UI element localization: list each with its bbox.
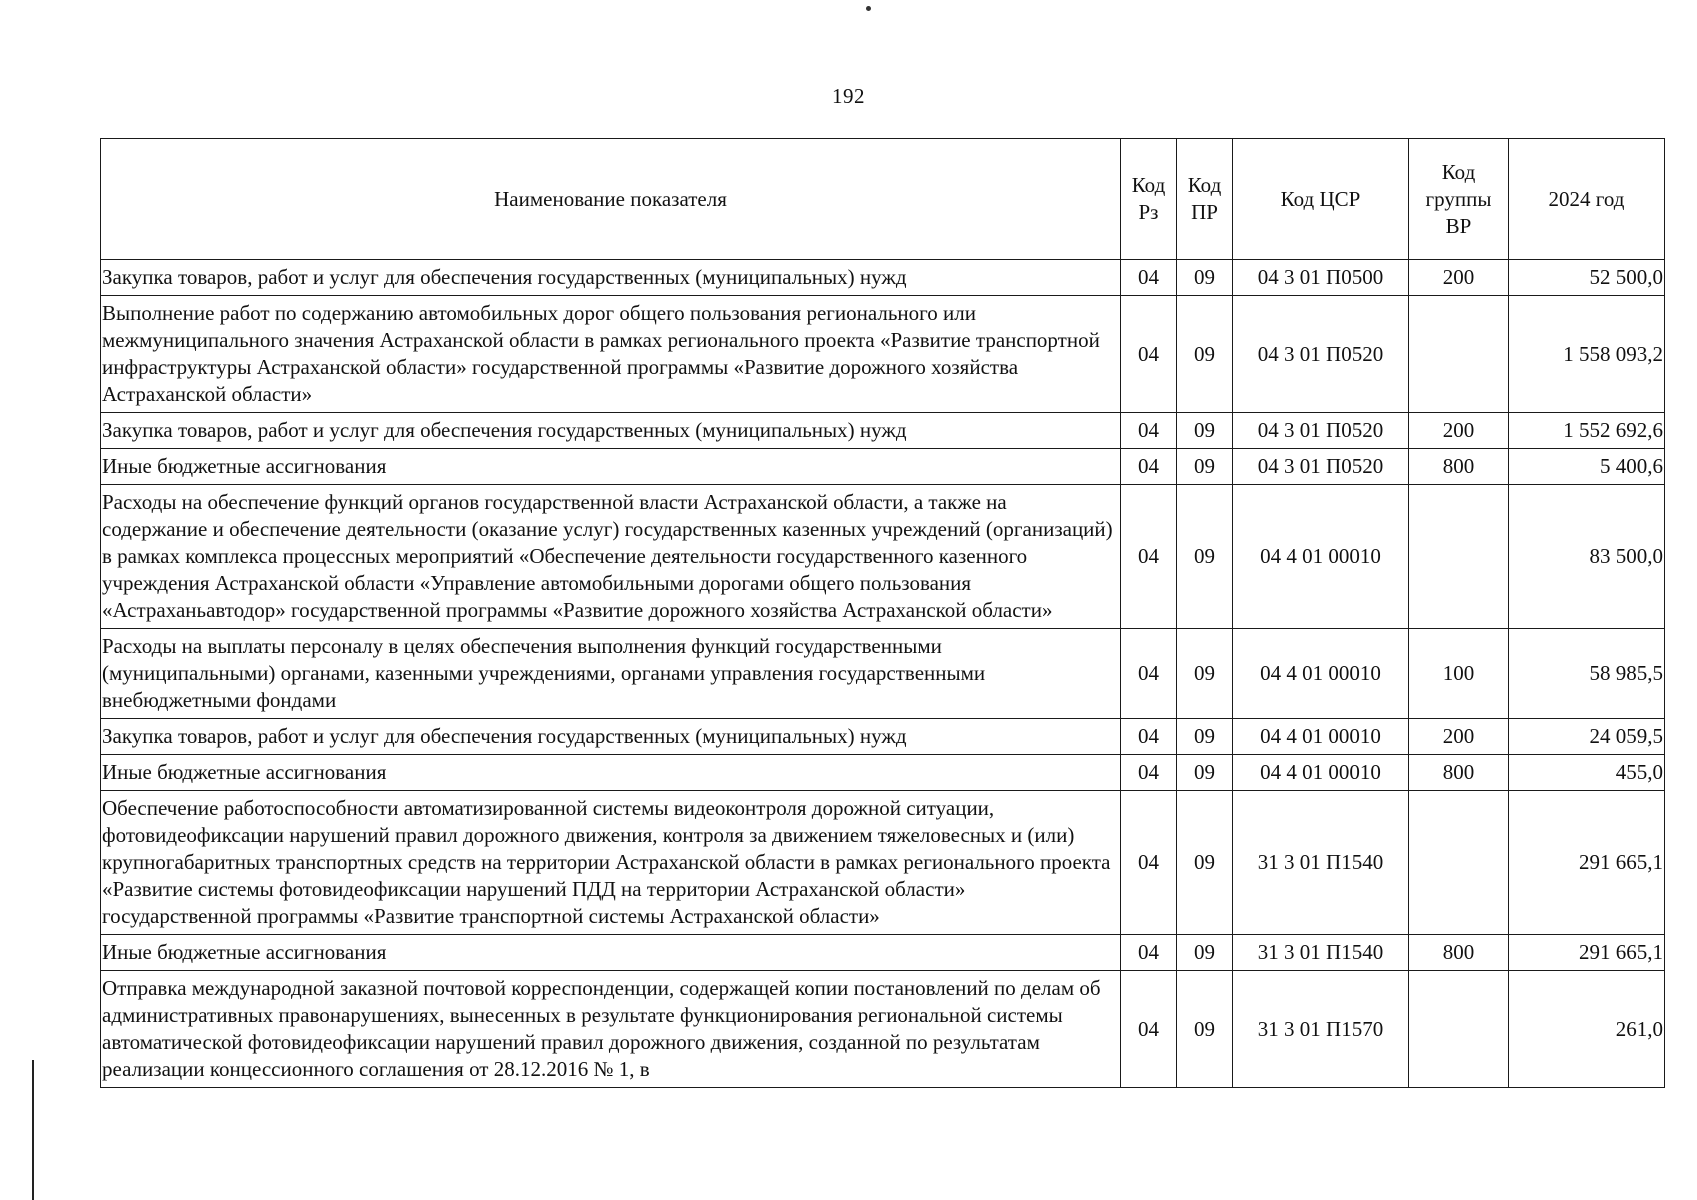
- row-rz: 04: [1121, 755, 1177, 791]
- row-rz: 04: [1121, 485, 1177, 629]
- row-vr: 100: [1409, 629, 1509, 719]
- row-vr: 800: [1409, 755, 1509, 791]
- row-name: Иные бюджетные ассигнования: [101, 449, 1121, 485]
- row-amount: 24 059,5: [1509, 719, 1665, 755]
- scan-margin-line: [32, 1060, 34, 1200]
- row-name: Иные бюджетные ассигнования: [101, 935, 1121, 971]
- row-vr: 200: [1409, 260, 1509, 296]
- row-rz: 04: [1121, 935, 1177, 971]
- table-row: [101, 629, 1665, 719]
- row-rz: 04: [1121, 719, 1177, 755]
- row-name: Закупка товаров, работ и услуг для обеспечения государственных (муниципальных) нужд: [101, 260, 1121, 296]
- row-csr: 04 3 01 П0520: [1233, 449, 1409, 485]
- row-vr: [1409, 485, 1509, 629]
- row-name: Обеспечение работоспособности автоматизированной системы видеоконтроля дорожной ситуации, фотовидеофиксации нарушений правил дорожного движения, контроля за движением тяжеловесных и (или) крупногабаритных транспортных средств на территории Астраханской области в рамках регионального проекта «Развитие системы фотовидеофиксации нарушений ПДД на территории Астраханской области» государственной программы «Развитие транспортной системы Астраханской области»: [101, 791, 1121, 935]
- row-amount: 261,0: [1509, 971, 1665, 1088]
- row-rz: 04: [1121, 971, 1177, 1088]
- row-csr: 04 4 01 00010: [1233, 755, 1409, 791]
- row-rz: 04: [1121, 260, 1177, 296]
- header-csr: Код ЦСР: [1233, 139, 1409, 260]
- row-rz: 04: [1121, 629, 1177, 719]
- table-row: [101, 296, 1665, 413]
- row-amount: 1 558 093,2: [1509, 296, 1665, 413]
- row-pr: 09: [1177, 791, 1233, 935]
- row-amount: 52 500,0: [1509, 260, 1665, 296]
- table-row: [101, 260, 1665, 296]
- row-rz: 04: [1121, 296, 1177, 413]
- row-vr: 200: [1409, 719, 1509, 755]
- row-pr: 09: [1177, 971, 1233, 1088]
- row-pr: 09: [1177, 413, 1233, 449]
- row-csr: 04 4 01 00010: [1233, 485, 1409, 629]
- row-pr: 09: [1177, 485, 1233, 629]
- table-row: [101, 791, 1665, 935]
- row-pr: 09: [1177, 719, 1233, 755]
- row-amount: 455,0: [1509, 755, 1665, 791]
- table-row: [101, 449, 1665, 485]
- header-rz: Код Рз: [1121, 139, 1177, 260]
- row-rz: 04: [1121, 413, 1177, 449]
- table-row: [101, 935, 1665, 971]
- header-vr: Код группы ВР: [1409, 139, 1509, 260]
- table-row: [101, 755, 1665, 791]
- row-csr: 04 3 01 П0500: [1233, 260, 1409, 296]
- table-row: [101, 485, 1665, 629]
- row-vr: 800: [1409, 935, 1509, 971]
- row-name: Отправка международной заказной почтовой корреспонденции, содержащей копии постановлений по делам об административных правонарушениях, вынесенных в результате функционирования региональной системы автоматической фотовидеофиксации нарушений правил дорожного движения, созданной по результатам реализации концессионного соглашения от 28.12.2016 № 1, в: [101, 971, 1121, 1088]
- header-name: Наименование показателя: [101, 139, 1121, 260]
- row-pr: 09: [1177, 755, 1233, 791]
- row-amount: 291 665,1: [1509, 935, 1665, 971]
- row-rz: 04: [1121, 449, 1177, 485]
- table-header-row: [101, 139, 1665, 260]
- row-amount: 83 500,0: [1509, 485, 1665, 629]
- page-number: 192: [832, 84, 865, 108]
- row-vr: [1409, 791, 1509, 935]
- row-name: Закупка товаров, работ и услуг для обеспечения государственных (муниципальных) нужд: [101, 413, 1121, 449]
- row-csr: 04 3 01 П0520: [1233, 413, 1409, 449]
- row-vr: [1409, 971, 1509, 1088]
- row-name: Иные бюджетные ассигнования: [101, 755, 1121, 791]
- row-amount: 58 985,5: [1509, 629, 1665, 719]
- row-amount: 1 552 692,6: [1509, 413, 1665, 449]
- table-row: [101, 971, 1665, 1088]
- row-csr: 31 3 01 П1540: [1233, 791, 1409, 935]
- row-vr: 800: [1409, 449, 1509, 485]
- row-vr: 200: [1409, 413, 1509, 449]
- row-pr: 09: [1177, 629, 1233, 719]
- row-pr: 09: [1177, 935, 1233, 971]
- row-name: Расходы на выплаты персоналу в целях обеспечения выполнения функций государственными (муниципальными) органами, казенными учреждениями, органами управления государственными внебюджетными фондами: [101, 629, 1121, 719]
- header-pr: Код ПР: [1177, 139, 1233, 260]
- row-vr: [1409, 296, 1509, 413]
- row-name: Закупка товаров, работ и услуг для обеспечения государственных (муниципальных) нужд: [101, 719, 1121, 755]
- row-csr: 31 3 01 П1570: [1233, 971, 1409, 1088]
- row-name: Выполнение работ по содержанию автомобильных дорог общего пользования регионального или межмуниципального значения Астраханской области в рамках регионального проекта «Развитие транспортной инфраструктуры Астраханской области» государственной программы «Развитие дорожного хозяйства Астраханской области»: [101, 296, 1121, 413]
- budget-table: [100, 138, 1665, 1088]
- row-csr: 31 3 01 П1540: [1233, 935, 1409, 971]
- row-name: Расходы на обеспечение функций органов государственной власти Астраханской области, а также на содержание и обеспечение деятельности (оказание услуг) государственных казенных учреждений (организаций) в рамках комплекса процессных мероприятий «Обеспечение деятельности государственного казенного учреждения Астраханской области «Управление автомобильными дорогами общего пользования «Астраханьавтодор» государственной программы «Развитие дорожного хозяйства Астраханской области»: [101, 485, 1121, 629]
- table-row: [101, 413, 1665, 449]
- table-row: [101, 719, 1665, 755]
- row-rz: 04: [1121, 791, 1177, 935]
- row-amount: 291 665,1: [1509, 791, 1665, 935]
- row-pr: 09: [1177, 260, 1233, 296]
- row-pr: 09: [1177, 296, 1233, 413]
- row-amount: 5 400,6: [1509, 449, 1665, 485]
- row-csr: 04 4 01 00010: [1233, 719, 1409, 755]
- row-csr: 04 3 01 П0520: [1233, 296, 1409, 413]
- row-csr: 04 4 01 00010: [1233, 629, 1409, 719]
- row-pr: 09: [1177, 449, 1233, 485]
- header-year: 2024 год: [1509, 139, 1665, 260]
- scan-speck: [866, 6, 871, 11]
